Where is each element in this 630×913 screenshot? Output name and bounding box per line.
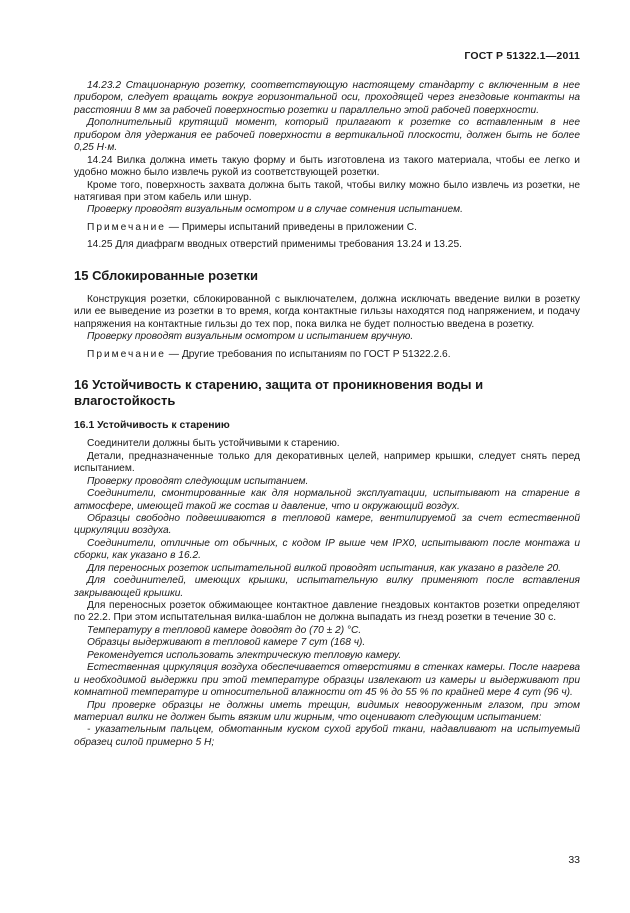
page-content — [74, 80, 580, 749]
body-paragraph: Дополнительный крутящий момент, который прилагают к розетке со вставленным в нее прибором для удержания ее рабочей поверхности в вертикальной плоскости, должен быть не более 0,25 Н·м. — [74, 117, 580, 154]
section-heading: 16 Устойчивость к старению, защита от проникновения воды и влагостойкость — [74, 377, 484, 409]
body-paragraph: При проверке образцы не должны иметь трещин, видимых невооруженным глазом, при этом материал вилки не должен быть вязким или жирным, что оценивают следующим испытанием: — [74, 699, 580, 723]
note-paragraph — [74, 222, 580, 234]
body-paragraph: Кроме того, поверхность захвата должна быть такой, чтобы вилку можно было извлечь из розетки, не натягивая при этом кабель или шнур. — [74, 179, 580, 203]
body-paragraph: Соединители должны быть устойчивыми к старению. — [87, 438, 340, 450]
note-label: Примечание — [87, 348, 166, 360]
page-number: 33 — [568, 854, 580, 867]
body-paragraph: Для переносных розеток обжимающее контактное давление гнездовых контактов розетки определяют по 22.2. При этом испытательная вилка-шаблон не должна выпадать из гнезд розетки в течение 30 с. — [74, 600, 580, 624]
body-paragraph: Проверку проводят визуальным осмотром и в случае сомнения испытанием. — [87, 204, 463, 216]
body-paragraph: Детали, предназначенные только для декоративных целей, например крышки, следует снять перед испытанием. — [74, 450, 580, 475]
body-paragraph: 14.24 Вилка должна иметь такую форму и быть изготовлена из такого материала, чтобы ее легко и удобно можно было извлечь рукой из соответствующей розетки. — [74, 154, 580, 179]
note-text: — Примеры испытаний приведены в приложении С. — [165, 221, 417, 233]
section-heading: 15 Сблокированные розетки — [74, 267, 259, 283]
note-text: — Другие требования по испытаниям по ГОСТ Р 51322.2.6. — [165, 348, 451, 360]
body-paragraph: Конструкция розетки, сблокированной с выключателем, должна исключать введение вилки в розетку или ее выведение из розетки в то время, когда контактные гильзы находятся под напряжением, и подачу напряжения на контактные гильзы до тех пор, пока вилка не будет полностью введена в розетку. — [74, 293, 580, 330]
body-paragraph: Соединители, отличные от обычных, с кодом IP выше чем IPX0, испытывают после монтажа и сборки, как указано в 16.2. — [74, 537, 580, 562]
body-paragraph: Рекомендуется использовать электрическую тепловую камеру. — [87, 649, 402, 661]
body-paragraph: Температуру в тепловой камере доводят до (70 ± 2) °С. — [87, 624, 362, 636]
body-paragraph: 14.23.2 Стационарную розетку, соответствующую настоящему стандарту с включенным в нее прибором, следует вращать вокруг горизонтальной оси, проходящей через гнездовые контакты на расстоянии 8 мм за рабочей поверхностью розетки и параллельно этой рабочей поверхности. — [74, 80, 580, 116]
body-paragraph: Естественная циркуляция воздуха обеспечивается отверстиями в стенках камеры. После нагрева и необходимой выдержки при этой температуре образцы извлекают из камеры и выдерживают при комнатной температуре и относительной влажности от 45 % до 55 % по крайней мере 4 сут (96 ч). — [74, 662, 580, 699]
body-paragraph: - указательным пальцем, обмотанным куском сухой грубой ткани, надавливают на испытуемый образец силой примерно 5 Н; — [74, 724, 580, 748]
body-paragraph: Проверку проводят визуальным осмотром и испытанием вручную. — [87, 331, 414, 343]
note-paragraph — [74, 349, 580, 361]
subsection-heading: 16.1 Устойчивость к старению — [74, 419, 230, 431]
body-paragraph: Для соединителей, имеющих крышки, испытательную вилку применяют после вставления закрывающей крышки. — [74, 575, 580, 599]
body-paragraph: Образцы выдерживают в тепловой камере 7 сут (168 ч). — [87, 637, 366, 649]
body-paragraph: Проверку проводят следующим испытанием. — [87, 475, 309, 487]
body-paragraph: Образцы свободно подвешиваются в тепловой камере, вентилируемой за счет естественной циркуляции воздуха. — [74, 512, 580, 537]
body-paragraph: Соединители, смонтированные как для нормальной эксплуатации, испытывают на старение в атмосфере, имеющей такой же состав и давление, что и окружающий воздух. — [74, 488, 580, 512]
body-paragraph: 14.25 Для диафрагм вводных отверстий применимы требования 13.24 и 13.25. — [87, 239, 462, 251]
note-label: Примечание — [87, 221, 166, 233]
page-header-standard: ГОСТ Р 51322.1—2011 — [464, 50, 580, 62]
body-paragraph: Для переносных розеток испытательной вилкой проводят испытания, как указано в разделе 20. — [87, 562, 561, 574]
